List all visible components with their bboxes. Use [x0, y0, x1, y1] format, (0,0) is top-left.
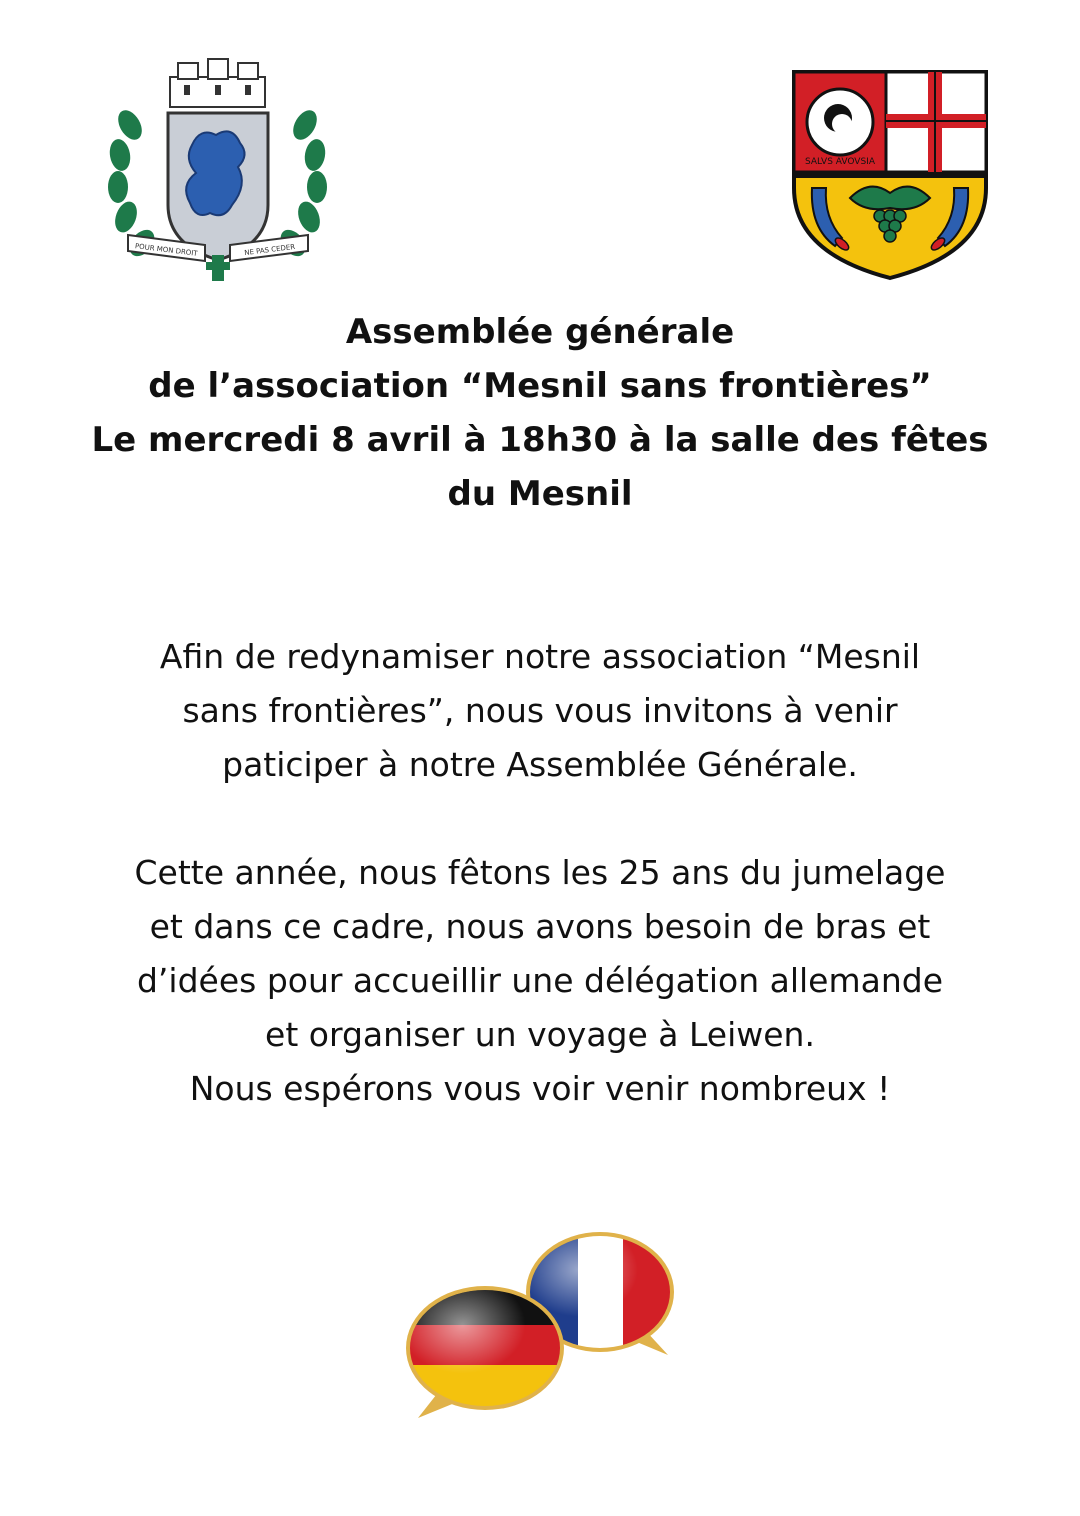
medallion-inscription: SALVS AVOVSIA — [805, 157, 875, 167]
right-motto-text: NE PAS CEDER — [243, 242, 296, 258]
heading-line-1: Assemblée générale — [345, 312, 735, 352]
city-coat-of-arms-logo — [100, 55, 335, 285]
german-flag-bubble — [405, 1285, 565, 1418]
paragraph-2-line-1: Cette année, nous fêtons les 25 ans du jumelage — [134, 853, 946, 892]
invitation-paragraph — [60, 630, 1020, 792]
heading-line-2: de l’association “Mesnil sans frontières” — [148, 366, 932, 406]
left-motto-text: POUR MON DROIT — [134, 242, 199, 258]
leiwen-coat-of-arms-logo — [790, 68, 990, 283]
paragraph-1-line-2: sans frontières”, nous vous invitons à venir — [182, 691, 898, 730]
paragraph-2-line-5: Nous espérons vous voir venir nombreux ! — [189, 1069, 891, 1108]
paragraph-2-line-4: et organiser un voyage à Leiwen. — [265, 1015, 815, 1054]
leiwen-coat-of-arms-image — [790, 68, 990, 283]
city-coat-of-arms-image — [100, 55, 335, 285]
heading-line-3: Le mercredi 8 avril à 18h30 à la salle des fêtes — [91, 420, 989, 460]
paragraph-2-line-2: et dans ce cadre, nous avons besoin de bras et — [149, 907, 931, 946]
heading-line-4: du Mesnil — [447, 474, 633, 514]
paragraph-1-line-1: Afin de redynamiser notre association “Mesnil — [159, 637, 921, 676]
event-heading — [60, 305, 1020, 521]
german-french-speech-bubbles-illustration — [400, 1230, 690, 1425]
paragraph-2-line-3: d’idées pour accueillir une délégation allemande — [136, 961, 944, 1000]
anniversary-paragraph — [60, 846, 1020, 1116]
paragraph-1-line-3: paticiper à notre Assemblée Générale. — [222, 745, 858, 784]
